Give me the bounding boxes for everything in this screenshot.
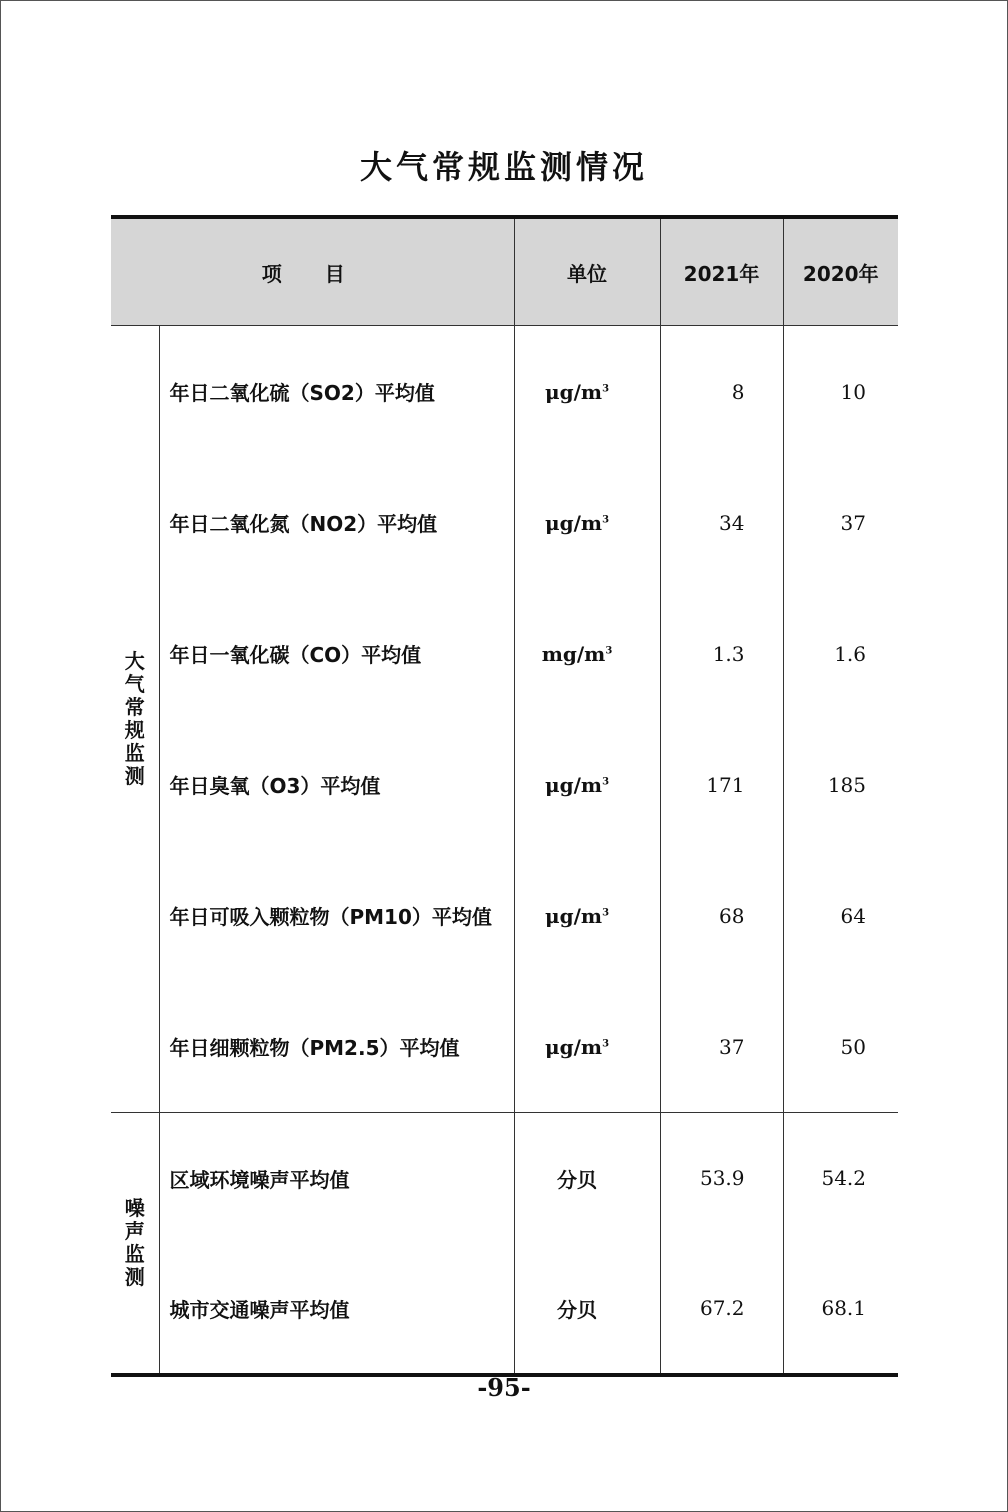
- row-item: 区域环境噪声平均值: [159, 1113, 514, 1244]
- category-noise: 噪声监测: [111, 1113, 159, 1376]
- row-item: 年日可吸入颗粒物（PM10）平均值: [169, 905, 492, 929]
- row-2020: 68.1: [783, 1243, 898, 1375]
- table-row: [111, 719, 898, 850]
- row-2020: 64: [783, 850, 898, 981]
- row-item: 城市交通噪声平均值: [169, 1297, 350, 1322]
- page-title: 大气常规监测情况: [359, 148, 648, 186]
- row-unit: $\mu g/m^3$: [514, 326, 660, 458]
- row-item: 年日臭氧（O3）平均值: [169, 774, 381, 798]
- row-2021: 8: [660, 326, 783, 458]
- row-item: 年日二氧化氮（NO2）平均值: [169, 512, 438, 536]
- row-2020: 50: [783, 981, 898, 1113]
- row-unit: $\mu g/m^3$: [514, 981, 660, 1113]
- table-row: [111, 1243, 898, 1375]
- row-2021: 34: [660, 457, 783, 588]
- row-unit: 分贝: [514, 1113, 660, 1244]
- monitoring-table: [111, 215, 898, 1377]
- row-item: 年日一氧化碳（CO）平均值: [169, 643, 422, 667]
- page-number: -95-: [477, 1373, 531, 1402]
- row-item: 年日细颗粒物（PM2.5）平均值: [169, 1036, 460, 1060]
- header-row: [111, 217, 898, 326]
- table-row: [111, 457, 898, 588]
- row-2020: 37: [783, 457, 898, 588]
- header-item: 项 目: [111, 217, 514, 326]
- row-unit: 分贝: [514, 1243, 660, 1375]
- header-2020: 2020年: [783, 217, 898, 326]
- row-unit: $\mu g/m^3$: [514, 850, 660, 981]
- header-2021: 2021年: [660, 217, 783, 326]
- row-2020: 1.6: [783, 588, 898, 719]
- row-2021: 67.2: [660, 1243, 783, 1375]
- row-unit: $\mu g/m^3$: [514, 719, 660, 850]
- row-2020: 185: [783, 719, 898, 850]
- table-row: [111, 588, 898, 719]
- table-row: [111, 850, 898, 981]
- row-2021: 171: [660, 719, 783, 850]
- row-2021: 37: [660, 981, 783, 1113]
- header-unit: 单位: [514, 217, 660, 326]
- row-unit: $mg/m^3$: [514, 588, 660, 719]
- table-row: [111, 1113, 898, 1244]
- row-2021: 68: [660, 850, 783, 981]
- row-2021: 1.3: [660, 588, 783, 719]
- row-unit: $\mu g/m^3$: [514, 457, 660, 588]
- table-row: [111, 326, 898, 458]
- table-row: [111, 981, 898, 1113]
- row-2020: 54.2: [783, 1113, 898, 1244]
- row-item: 年日二氧化硫（SO2）平均值: [169, 381, 435, 405]
- row-2021: 53.9: [660, 1113, 783, 1244]
- row-2020: 10: [783, 326, 898, 458]
- category-air: 大气常规监测: [111, 326, 159, 1113]
